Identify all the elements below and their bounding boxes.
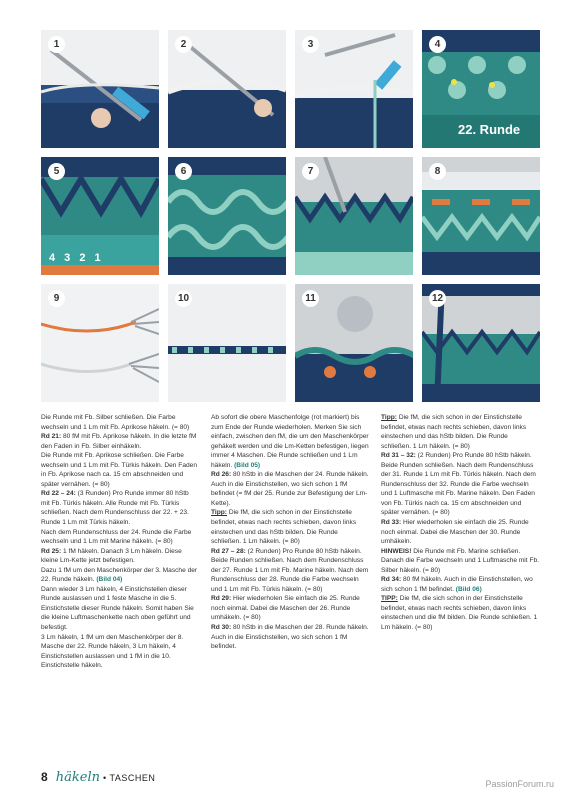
step-number: 9 [48, 290, 65, 307]
section-name: TASCHEN [109, 773, 156, 783]
photo-step-3 [295, 30, 413, 148]
step-number: 6 [175, 163, 192, 180]
photo-step-8 [422, 157, 540, 275]
paragraph: Dann wieder 3 Lm häkeln, 4 Einstichstellen dieser Runde auslassen und 1 feste Masche in die 5. Einstichstelle dieser Runde häkeln. Somit haben Sie die kleine Luftmaschenkette nach oben geführt und befestigt. [41, 585, 194, 632]
photo-step-5 [41, 157, 159, 275]
photo-step-2 [168, 30, 286, 148]
step-number: 10 [175, 290, 192, 307]
paragraph: Ab sofort die obere Maschenfolge (rot markiert) bis zum Ende der Runde wiederholen. Merken Sie sich einfach, zwischen den fM, die um den Maschenkörper gehäkelt werden und die Lm-Ketten befestigen, liegen immer 4 Maschen. Die Runde schließen und 1 Lm häkeln. (Bild 05) [211, 414, 369, 469]
step-number: 4 [429, 36, 446, 53]
paragraph: Die Runde mit Fb. Aprikose schließen. Die Farbe wechseln und 1 Lm mit Fb. Türkis häkeln. Den Faden in Fb. Aprikose nach ca. 15 cm abschneiden und später vernähen. (= 80) [41, 452, 198, 488]
watermark: PassionForum.ru [485, 779, 554, 789]
paragraph: Rd 22 – 24: (3 Runden) Pro Runde immer 80 hStb mit Fb. Türkis häkeln. Alle Runde mit Fb. Türkis schließen. Nach dem Rundenschluss der 22. + 23. Runde 1 Lm mit Türkis häkeln. [41, 490, 189, 527]
paragraph: Tipp: Die fM, die sich schon in der Einstichstelle befindet, etwas nach rechts schieben, davon links einstechen und das hStb bilden. Die Runde schließen. 1 Lm häkeln. (= 80) [381, 414, 527, 450]
step-number: 5 [48, 163, 65, 180]
photo-step-9 [41, 284, 159, 402]
photo-step-11 [295, 284, 413, 402]
instructions-text [41, 413, 539, 743]
paragraph: Tipp: Die fM, die sich schon in der Einstichstelle befindet, etwas nach rechts schieben, davon links einstechen und das hStb bilden. Die Runde schließen. 1 Lm häkeln. (= 80) [211, 509, 357, 546]
round-overlay-label: 22. Runde [458, 122, 521, 137]
paragraph: Rd 33: Hier wiederholen sie einfach die 25. Runde noch einmal. Dabei die Maschen der 30. Runde umhäkeln. [381, 519, 529, 546]
page-number: 8 [41, 770, 48, 784]
text-column-2 [211, 413, 369, 652]
section-separator: • [103, 773, 110, 783]
paragraph: Die Runde mit Fb. Silber schließen. Die Farbe wechseln und 1 Lm mit Fb. Aprikose häkeln. (= 80) [41, 414, 190, 431]
paragraph: HINWEIS! Die Runde mit Fb. Marine schließen. Danach die Farbe wechseln und 1 Luftmasche mit Fb. Silber häkeln. (= 80) [381, 547, 539, 574]
paragraph: Rd 27 – 28: (2 Runden) Pro Runde 80 hStb häkeln. Beide Runden schließen. Nach dem Rundenschluss der 27. Runde 1 Lm mit Fb. Marine häkeln. Nach dem Rundenschluss der 28. Runde die Farbe wechseln und 1 Lm mit Fb. Türkis häkeln. (= 80) [211, 547, 369, 593]
paragraph: Rd 30: 80 hStb in die Maschen der 28. Runde häkeln. Auch in die Einstichstellen, wo sich schon 1 fM befindet. [211, 624, 369, 651]
paragraph: Dazu 1 fM um den Maschenkörper der 3. Masche der 22. Runde häkeln. (Bild 04) [41, 566, 198, 584]
paragraph: Rd 25: 1 fM häkeln. Danach 3 Lm häkeln. Diese kleine Lm-Kette jetzt befestigen. [41, 547, 182, 565]
step-number: 3 [302, 36, 319, 53]
page-footer [41, 770, 155, 785]
photo-step-12 [422, 284, 540, 402]
paragraph: Nach dem Rundenschluss der 24. Runde die Farbe wechseln und 1 Lm mit Marine häkeln. (= 80) [41, 528, 192, 546]
paragraph: TIPP: Die fM, die sich schon in der Einstichstelle befindet, etwas nach rechts schieben, davon links einstechen und die fM bilden. Die Runde schließen. 1 Lm häkeln. (= 80) [381, 595, 538, 632]
photo-step-10 [168, 284, 286, 402]
magazine-brand: häkeln [55, 770, 100, 785]
paragraph: Rd 34: 80 fM häkeln. Auch in die Einstichstellen, wo sich schon 1 fM befindet. (Bild 06) [381, 576, 533, 593]
paragraph: Rd 26: 80 hStb in die Maschen der 24. Runde häkeln. Auch in die Einstichstellen, wo sich schon 1 fM befindet (= fM der 25. Runde zur Befestigung der Lm-Kette). [211, 471, 369, 507]
step-number: 8 [429, 163, 446, 180]
photo-step-6 [168, 157, 286, 275]
paragraph: 3 Lm häkeln, 1 fM um den Maschenkörper der 8. Masche der 22. Runde häkeln, 3 Lm häkeln, 4 Einstichstellen auslassen und 1 fM in die 10. Einstichstelle häkeln. [41, 633, 184, 670]
step-number: 12 [429, 290, 446, 307]
step-number: 1 [48, 36, 65, 53]
text-column-3 [381, 413, 539, 633]
paragraph: Rd 21: 80 fM mit Fb. Aprikose häkeln. In die letzte fM den Faden in Fb. Silber einhäkeln. [41, 433, 197, 450]
text-column-1 [41, 413, 199, 671]
row-count-overlay: 4 3 2 1 [49, 252, 104, 264]
paragraph: Rd 29: Hier wiederholen Sie einfach die 25. Runde noch einmal. Dabei die Maschen der 26. Runde umhäkeln. (= 80) [211, 595, 360, 622]
photo-step-4 [422, 30, 540, 148]
photo-step-1 [41, 30, 159, 148]
photo-step-7 [295, 157, 413, 275]
step-number: 7 [302, 163, 319, 180]
paragraph: Rd 31 – 32: (2 Runden) Pro Runde 80 hStb häkeln. Beide Runden schließen. Nach dem Rundenschluss der 31. Runde 1 Lm mit Fb. Türkis häkeln. Nach dem Rundenschluss der 32. Runde die Farbe wechseln und 1 Luftmasche mit Fb. Marine häkeln. Den Faden von Fb. Türkis nach ca. 15 cm abschneiden und später vernähen. (= 80) [381, 452, 536, 517]
step-number: 11 [302, 290, 319, 307]
step-number: 2 [175, 36, 192, 53]
